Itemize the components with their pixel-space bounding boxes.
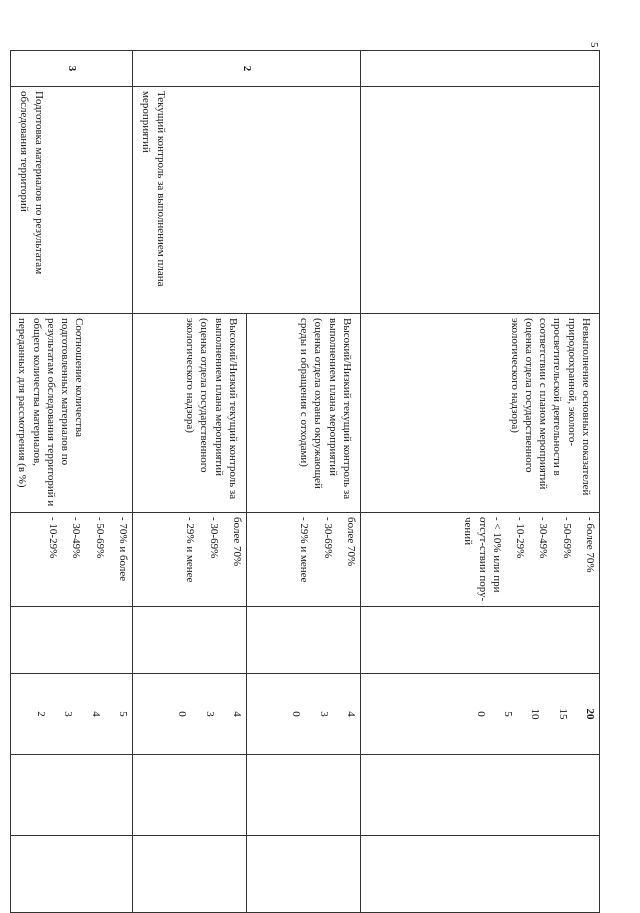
scores-cell [133, 674, 247, 755]
level-item: - 50-69% [560, 517, 573, 559]
level-item: - 50-69% [93, 517, 106, 559]
empty-cell [11, 607, 133, 674]
level-item: - 10-29% [514, 517, 527, 559]
level-item: более 70% [345, 517, 357, 567]
criterion-text: Высокий/Низкий текущий контроль за выполнением плана мероприятий (оценка отдела охраны окружающей среды и обращения с отходами) [247, 314, 361, 513]
evaluation-table [10, 50, 600, 913]
level-item: более 70% [231, 517, 243, 567]
score-item: 3 [317, 711, 330, 717]
level-item: - 29% и менее [298, 517, 311, 583]
empty-cell [133, 607, 247, 674]
indicator-name: Текущий контроль за выполнением плана мероприятий [133, 87, 361, 314]
score-item: 2 [35, 711, 48, 717]
scores-cell [361, 674, 600, 755]
level-item: - 30-69% [207, 517, 220, 559]
score-item: 10 [529, 708, 542, 720]
table-row [11, 51, 133, 913]
empty-cell [247, 836, 361, 913]
empty-cell [133, 836, 247, 913]
score-item: 0 [290, 711, 303, 717]
rotated-table-wrapper [16, 50, 600, 840]
indicator-name: Подготовка материалов по результатам обследования территорий [11, 87, 133, 314]
page-number: 5 [588, 42, 600, 48]
level-item: - < 10% или при отсут-ствии пору-чений [462, 517, 503, 602]
levels-cell [361, 513, 600, 607]
empty-cell [361, 607, 600, 674]
score-item: 3 [203, 711, 216, 717]
level-item: - 30-49% [537, 517, 550, 559]
scores-cell [247, 674, 361, 755]
table-row [247, 51, 361, 913]
empty-cell [133, 755, 247, 836]
levels-cell [247, 513, 361, 607]
criterion-text: Соотношение количества подготовленных материалов по результатам обследования территорий и общего количества материалов, переданных для рассмотрения (в %) [11, 314, 133, 513]
empty-cell [361, 755, 600, 836]
score-item: 4 [89, 711, 102, 717]
score-item: 4 [345, 711, 357, 717]
criterion-text: Высокий/Низкий текущий контроль за выполнением плана мероприятий (оценка отдела государственного экологического надзора) [133, 314, 247, 513]
score-item: 15 [556, 708, 569, 720]
empty-cell [247, 607, 361, 674]
score-item: 0 [474, 711, 487, 717]
levels-cell [133, 513, 247, 607]
indicator-name [361, 87, 600, 314]
score-item: 4 [231, 711, 243, 717]
score-item: 5 [502, 711, 515, 717]
score-item: 5 [117, 711, 129, 717]
score-item: 20 [584, 708, 596, 720]
level-item: - 29% и менее [184, 517, 197, 583]
level-item: - 10-29% [47, 517, 60, 559]
scores-cell [11, 674, 133, 755]
score-item: 3 [62, 711, 75, 717]
table-row [361, 51, 600, 913]
empty-cell [247, 755, 361, 836]
row-number [361, 51, 600, 87]
level-item: - 30-49% [70, 517, 83, 559]
levels-cell [11, 513, 133, 607]
empty-cell [11, 755, 133, 836]
empty-cell [361, 836, 600, 913]
empty-cell [11, 836, 133, 913]
level-item: - 70% и более [117, 517, 129, 582]
row-number: 3 [11, 51, 133, 87]
criterion-text: Невыполнение основных показателей природоохранной, эколого-просветительской деятельности в соответствии с планом мероприятий (оценка отдела государственного экологического надзора) [361, 314, 600, 513]
row-number: 2 [133, 51, 361, 87]
level-item: - 30-69% [321, 517, 334, 559]
level-item: - более 70% [584, 517, 596, 573]
score-item: 0 [176, 711, 189, 717]
